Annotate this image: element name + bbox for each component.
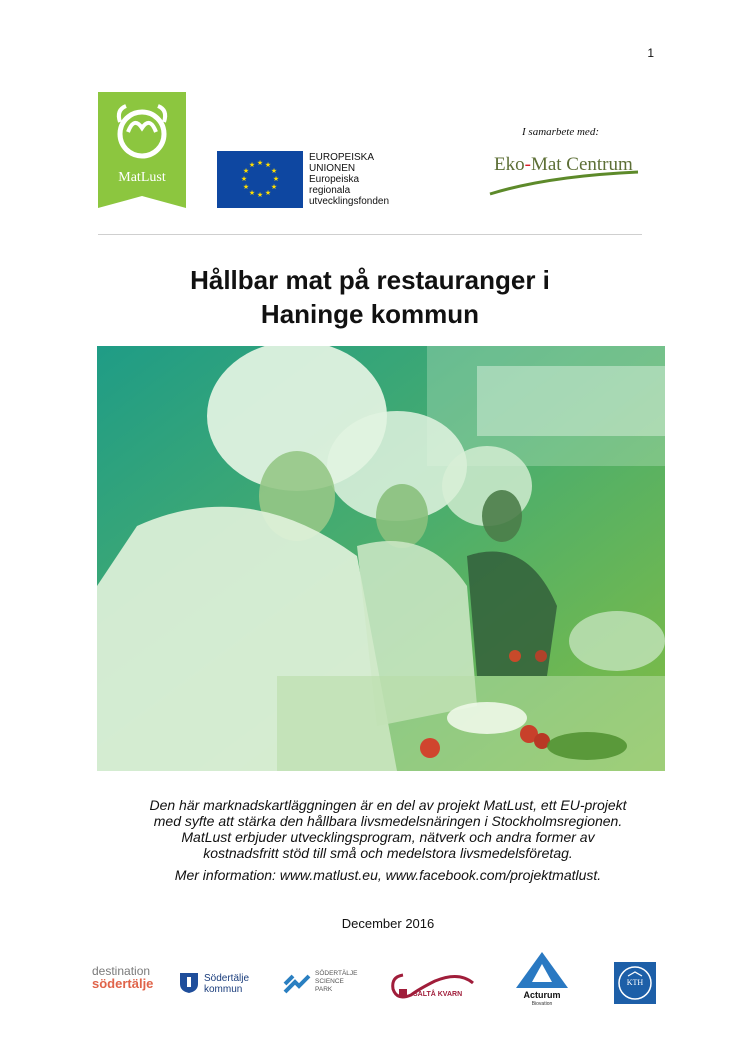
- destination-bottom-text: södertälje: [92, 976, 154, 991]
- salta-kvarn-text: SALTÅ KVARN: [413, 991, 463, 998]
- eu-text: [309, 152, 389, 207]
- sodertalje-kommun-text: Södertälje: [204, 973, 250, 984]
- eu-text-line: regionala: [309, 185, 351, 196]
- kth-text: KTH: [626, 978, 644, 987]
- svg-text:★: ★: [264, 189, 272, 197]
- science-park-logo: [283, 955, 363, 1010]
- caption-line: kostnadsfritt stöd till små och medelstora livsmedelsföretag.: [203, 845, 573, 861]
- svg-text:★: ★: [256, 191, 264, 199]
- page-number: 1: [647, 46, 654, 60]
- document-date: December 2016: [341, 916, 435, 931]
- kth-logo: [614, 962, 656, 1004]
- matlust-badge-icon: [98, 92, 186, 208]
- matlust-logo: [98, 92, 186, 208]
- science-park-text: SCIENCE: [315, 978, 344, 985]
- caption-line: MatLust erbjuder utvecklingsprogram, nätverk och andra former av: [181, 829, 595, 845]
- caption: [98, 797, 678, 883]
- sodertalje-kommun-text: kommun: [204, 984, 243, 995]
- eu-text-line: Europeiska: [309, 174, 360, 185]
- more-info: Mer information: www.matlust.eu, www.facebook.com/projektmatlust.: [174, 867, 602, 883]
- ekomat-text-right: Mat Centrum: [530, 154, 633, 175]
- header-divider: [98, 234, 642, 235]
- svg-text:★: ★: [264, 161, 272, 169]
- ekomat-text-left: Eko: [494, 154, 525, 175]
- chefs-photo-icon: [97, 346, 665, 771]
- eu-text-line: EUROPEISKA: [309, 152, 375, 163]
- ekomat-text-dash: -: [524, 154, 531, 175]
- svg-text:★: ★: [248, 161, 256, 169]
- cover-photo: [97, 346, 665, 771]
- destination-sodertalje-logo: [92, 955, 164, 1010]
- caption-line: Den här marknadskartläggningen är en del av projekt MatLust, ett EU-projekt: [149, 797, 627, 813]
- ekomat-logo: [488, 150, 643, 198]
- svg-text:★: ★: [248, 189, 256, 197]
- acturum-logo: [514, 950, 570, 1012]
- science-park-text: SÖDERTÄLJE: [315, 970, 358, 977]
- matlust-logo-text: MatLust: [118, 170, 166, 185]
- svg-text:★: ★: [240, 175, 248, 183]
- salta-kvarn-logo: [389, 955, 475, 1010]
- svg-text:★: ★: [256, 159, 264, 167]
- acturum-text: Acturum: [523, 990, 561, 1000]
- ekomat-swoosh-icon: [488, 150, 643, 198]
- eu-text-line: utvecklingsfonden: [309, 196, 390, 207]
- title-line: Haninge kommun: [260, 299, 480, 329]
- acturum-subtext: Biovation: [531, 1001, 553, 1007]
- title-line: Hållbar mat på restauranger i: [190, 265, 550, 295]
- svg-text:★: ★: [242, 183, 250, 191]
- svg-text:★: ★: [242, 167, 250, 175]
- eu-flag-icon: [217, 151, 303, 208]
- collaboration-label: I samarbete med:: [522, 126, 599, 138]
- acturum-triangle-icon: [514, 950, 570, 988]
- sodertalje-shield-icon: [179, 972, 199, 994]
- science-park-text: PARK: [315, 986, 333, 993]
- svg-text:★: ★: [270, 167, 278, 175]
- sodertalje-kommun-logo: [179, 955, 259, 1010]
- svg-text:★: ★: [272, 175, 280, 183]
- science-park-mark-icon: [283, 972, 311, 996]
- svg-text:★: ★: [270, 183, 278, 191]
- page-title: [98, 263, 642, 331]
- salta-kvarn-swirl-icon: [389, 969, 475, 1009]
- destination-top-text: destination: [92, 964, 151, 978]
- eu-text-line: UNIONEN: [309, 163, 356, 174]
- caption-line: med syfte att stärka den hållbara livsmedelsnäringen i Stockholmsregionen.: [153, 813, 623, 829]
